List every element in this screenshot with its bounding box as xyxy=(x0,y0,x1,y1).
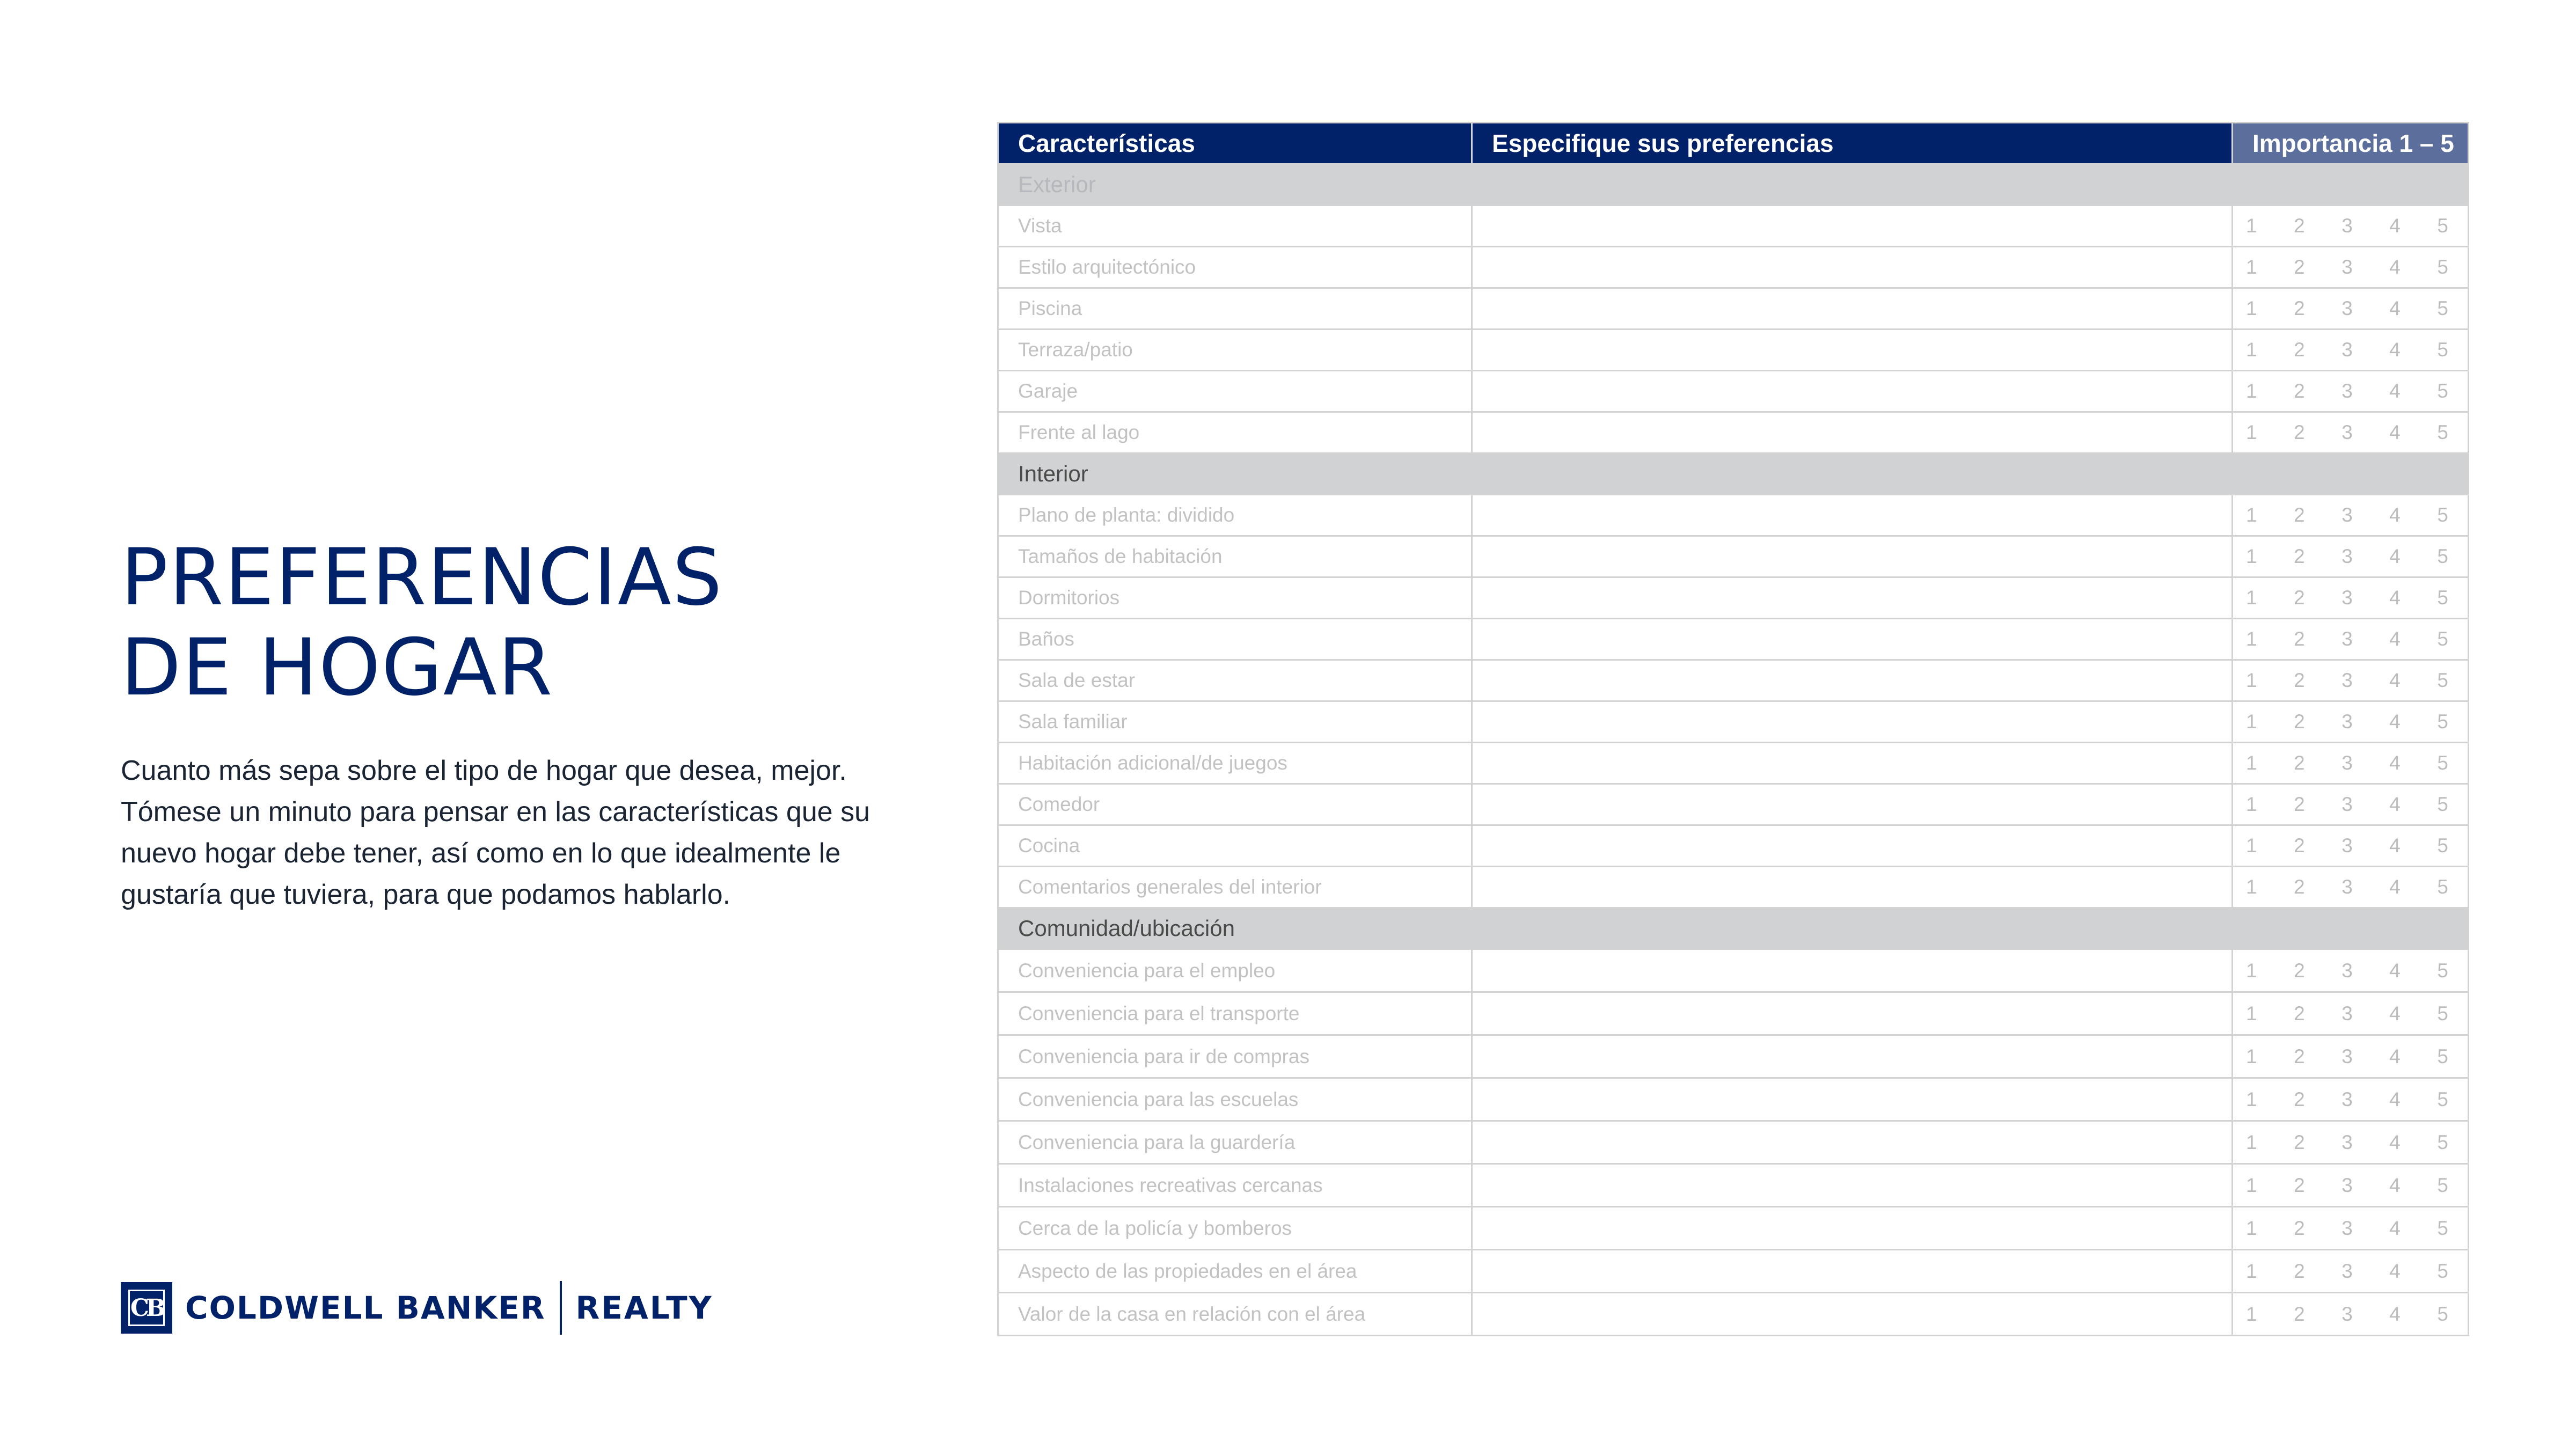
importance-cell xyxy=(2233,1035,2469,1078)
importance-option[interactable]: 1 xyxy=(2246,421,2257,443)
importance-option[interactable]: 4 xyxy=(2389,1045,2401,1067)
feature-label: Conveniencia para la guardería xyxy=(998,1121,1472,1164)
importance-option[interactable]: 4 xyxy=(2389,1260,2401,1282)
table-row xyxy=(998,1250,2469,1293)
header-importancia: Importancia 1 – 5 xyxy=(2233,123,2469,164)
importance-option[interactable]: 5 xyxy=(2437,1002,2448,1024)
preference-input[interactable] xyxy=(1472,949,2233,992)
table-row xyxy=(998,1207,2469,1250)
table-row xyxy=(998,1164,2469,1207)
importance-cell xyxy=(2233,536,2469,577)
importance-option[interactable]: 3 xyxy=(2341,669,2353,691)
importance-option[interactable]: 3 xyxy=(2341,835,2353,857)
importance-option[interactable]: 5 xyxy=(2437,339,2448,361)
importance-option[interactable]: 1 xyxy=(2246,339,2257,361)
preference-input[interactable] xyxy=(1472,1164,2233,1207)
importance-option[interactable]: 2 xyxy=(2294,1002,2305,1024)
importance-option[interactable]: 4 xyxy=(2389,752,2401,774)
importance-option[interactable]: 3 xyxy=(2341,628,2353,650)
importance-option[interactable]: 1 xyxy=(2246,1302,2257,1325)
importance-option[interactable]: 5 xyxy=(2437,1045,2448,1067)
feature-label: Conveniencia para las escuelas xyxy=(998,1078,1472,1121)
importance-option[interactable]: 5 xyxy=(2437,1174,2448,1196)
table-row xyxy=(998,743,2469,784)
feature-label: Conveniencia para el empleo xyxy=(998,949,1472,992)
header-caracteristicas: Características xyxy=(998,123,1472,164)
importance-option[interactable]: 2 xyxy=(2294,256,2305,278)
feature-label: Vista xyxy=(998,206,1472,247)
feature-label: Tamaños de habitación xyxy=(998,536,1472,577)
importance-cell xyxy=(2233,825,2469,867)
importance-option[interactable]: 2 xyxy=(2294,215,2305,237)
importance-option[interactable]: 1 xyxy=(2246,1002,2257,1024)
importance-option[interactable]: 3 xyxy=(2341,1131,2353,1153)
importance-scale xyxy=(2233,876,2468,898)
feature-label: Frente al lago xyxy=(998,412,1472,453)
importance-option[interactable]: 4 xyxy=(2389,1174,2401,1196)
table-row xyxy=(998,495,2469,536)
preference-input[interactable] xyxy=(1472,288,2233,330)
importance-cell xyxy=(2233,949,2469,992)
table-row xyxy=(998,1035,2469,1078)
importance-scale xyxy=(2233,960,2468,982)
importance-cell xyxy=(2233,619,2469,660)
importance-option[interactable]: 5 xyxy=(2437,1217,2448,1239)
table-row xyxy=(998,619,2469,660)
importance-option[interactable]: 3 xyxy=(2341,256,2353,278)
importance-scale xyxy=(2233,339,2468,361)
importance-option[interactable]: 5 xyxy=(2437,215,2448,237)
table-row xyxy=(998,206,2469,247)
section-title: Interior xyxy=(998,453,2469,495)
importance-cell xyxy=(2233,1078,2469,1121)
importance-option[interactable]: 3 xyxy=(2341,793,2353,815)
importance-option[interactable]: 3 xyxy=(2341,876,2353,898)
importance-option[interactable]: 2 xyxy=(2294,1088,2305,1110)
importance-option[interactable]: 3 xyxy=(2341,1260,2353,1282)
importance-option[interactable]: 5 xyxy=(2437,752,2448,774)
feature-label: Terraza/patio xyxy=(998,330,1472,371)
importance-option[interactable]: 5 xyxy=(2437,1302,2448,1325)
importance-scale xyxy=(2233,711,2468,733)
preference-input[interactable] xyxy=(1472,247,2233,288)
importance-option[interactable]: 4 xyxy=(2389,669,2401,691)
feature-label: Estilo arquitectónico xyxy=(998,247,1472,288)
importance-cell xyxy=(2233,1121,2469,1164)
preference-input[interactable] xyxy=(1472,1293,2233,1336)
importance-option[interactable]: 1 xyxy=(2246,711,2257,733)
importance-option[interactable]: 3 xyxy=(2341,1088,2353,1110)
table-row xyxy=(998,992,2469,1035)
importance-option[interactable]: 3 xyxy=(2341,587,2353,609)
importance-option[interactable]: 3 xyxy=(2341,297,2353,319)
importance-option[interactable]: 1 xyxy=(2246,256,2257,278)
importance-option[interactable]: 1 xyxy=(2246,752,2257,774)
importance-scale xyxy=(2233,380,2468,402)
feature-label: Conveniencia para el transporte xyxy=(998,992,1472,1035)
feature-label: Piscina xyxy=(998,288,1472,330)
importance-option[interactable]: 3 xyxy=(2341,752,2353,774)
importance-option[interactable]: 3 xyxy=(2341,504,2353,526)
importance-cell xyxy=(2233,412,2469,453)
feature-label: Garaje xyxy=(998,371,1472,412)
feature-label: Plano de planta: dividido xyxy=(998,495,1472,536)
importance-option[interactable]: 2 xyxy=(2294,339,2305,361)
importance-option[interactable]: 3 xyxy=(2341,1045,2353,1067)
preference-input[interactable] xyxy=(1472,660,2233,701)
importance-option[interactable]: 2 xyxy=(2294,1217,2305,1239)
importance-option[interactable]: 2 xyxy=(2294,876,2305,898)
preferences-table xyxy=(997,122,2469,1336)
importance-cell xyxy=(2233,1250,2469,1293)
brand-name: COLDWELL BANKER xyxy=(185,1290,546,1326)
importance-option[interactable]: 5 xyxy=(2437,1088,2448,1110)
importance-option[interactable]: 4 xyxy=(2389,587,2401,609)
importance-scale xyxy=(2233,545,2468,568)
importance-option[interactable]: 2 xyxy=(2294,1302,2305,1325)
importance-option[interactable]: 5 xyxy=(2437,1260,2448,1282)
importance-option[interactable]: 1 xyxy=(2246,959,2257,982)
importance-option[interactable]: 4 xyxy=(2389,793,2401,815)
importance-scale xyxy=(2233,256,2468,279)
importance-cell xyxy=(2233,330,2469,371)
importance-option[interactable]: 3 xyxy=(2341,1217,2353,1239)
importance-option[interactable]: 1 xyxy=(2246,628,2257,650)
importance-scale xyxy=(2233,1303,2468,1326)
importance-option[interactable]: 5 xyxy=(2437,876,2448,898)
preference-input[interactable] xyxy=(1472,743,2233,784)
importance-option[interactable]: 2 xyxy=(2294,587,2305,609)
importance-option[interactable]: 1 xyxy=(2246,1217,2257,1239)
importance-option[interactable]: 5 xyxy=(2437,959,2448,982)
importance-scale xyxy=(2233,628,2468,650)
importance-option[interactable]: 3 xyxy=(2341,339,2353,361)
importance-option[interactable]: 2 xyxy=(2294,1045,2305,1067)
importance-cell xyxy=(2233,577,2469,619)
importance-option[interactable]: 2 xyxy=(2294,669,2305,691)
preference-input[interactable] xyxy=(1472,1078,2233,1121)
brand-logo xyxy=(121,1280,713,1336)
importance-option[interactable]: 2 xyxy=(2294,793,2305,815)
importance-cell xyxy=(2233,660,2469,701)
preference-input[interactable] xyxy=(1472,992,2233,1035)
importance-scale xyxy=(2233,587,2468,609)
importance-scale xyxy=(2233,421,2468,444)
preference-input[interactable] xyxy=(1472,330,2233,371)
importance-option[interactable]: 5 xyxy=(2437,545,2448,567)
importance-cell xyxy=(2233,1207,2469,1250)
importance-option[interactable]: 3 xyxy=(2341,215,2353,237)
importance-option[interactable]: 2 xyxy=(2294,628,2305,650)
importance-option[interactable]: 3 xyxy=(2341,380,2353,402)
table-row xyxy=(998,412,2469,453)
table-row xyxy=(998,247,2469,288)
table-row xyxy=(998,536,2469,577)
importance-option[interactable]: 2 xyxy=(2294,545,2305,567)
section-title: Comunidad/ubicación xyxy=(998,908,2469,949)
table-row xyxy=(998,867,2469,908)
importance-option[interactable]: 5 xyxy=(2437,628,2448,650)
table-row xyxy=(998,660,2469,701)
importance-option[interactable]: 4 xyxy=(2389,504,2401,526)
importance-scale xyxy=(2233,297,2468,320)
importance-option[interactable]: 2 xyxy=(2294,959,2305,982)
brand-sub: REALTY xyxy=(575,1290,713,1326)
importance-cell xyxy=(2233,206,2469,247)
table-row xyxy=(998,288,2469,330)
section-title: Exterior xyxy=(998,164,2469,206)
preference-input[interactable] xyxy=(1472,536,2233,577)
importance-option[interactable]: 5 xyxy=(2437,587,2448,609)
importance-option[interactable]: 1 xyxy=(2246,793,2257,815)
importance-option[interactable]: 1 xyxy=(2246,835,2257,857)
feature-label: Cerca de la policía y bomberos xyxy=(998,1207,1472,1250)
importance-option[interactable]: 4 xyxy=(2389,545,2401,567)
importance-option[interactable]: 2 xyxy=(2294,297,2305,319)
importance-option[interactable]: 4 xyxy=(2389,835,2401,857)
importance-option[interactable]: 1 xyxy=(2246,876,2257,898)
importance-scale xyxy=(2233,1002,2468,1025)
importance-option[interactable]: 3 xyxy=(2341,711,2353,733)
importance-cell xyxy=(2233,288,2469,330)
importance-option[interactable]: 1 xyxy=(2246,1045,2257,1067)
page-title-line-1: PREFERENCIAS xyxy=(121,532,723,623)
feature-label: Valor de la casa en relación con el área xyxy=(998,1293,1472,1336)
importance-scale xyxy=(2233,215,2468,237)
intro-paragraph: Cuanto más sepa sobre el tipo de hogar que desea, mejor. Tómese un minuto para pensar en las características que su nuevo hogar debe tener, así como en lo que idealmente le gustaría que tuviera, para que podamos hablarlo. xyxy=(121,755,870,910)
table-header-row xyxy=(998,123,2469,164)
header-preferencias: Especifique sus preferencias xyxy=(1472,123,2233,164)
importance-option[interactable]: 5 xyxy=(2437,380,2448,402)
importance-option[interactable]: 1 xyxy=(2246,1260,2257,1282)
importance-option[interactable]: 2 xyxy=(2294,421,2305,443)
table-row xyxy=(998,701,2469,743)
preference-input[interactable] xyxy=(1472,412,2233,453)
importance-option[interactable]: 1 xyxy=(2246,297,2257,319)
table-row xyxy=(998,371,2469,412)
table-row xyxy=(998,1078,2469,1121)
table-row xyxy=(998,330,2469,371)
importance-option[interactable]: 4 xyxy=(2389,215,2401,237)
table-row xyxy=(998,825,2469,867)
preference-input[interactable] xyxy=(1472,1121,2233,1164)
importance-scale xyxy=(2233,504,2468,526)
feature-label: Sala familiar xyxy=(998,701,1472,743)
importance-scale xyxy=(2233,1045,2468,1068)
importance-option[interactable]: 5 xyxy=(2437,793,2448,815)
importance-option[interactable]: 2 xyxy=(2294,835,2305,857)
importance-option[interactable]: 5 xyxy=(2437,669,2448,691)
importance-option[interactable]: 5 xyxy=(2437,1131,2448,1153)
importance-cell xyxy=(2233,495,2469,536)
importance-option[interactable]: 4 xyxy=(2389,421,2401,443)
importance-option[interactable]: 4 xyxy=(2389,1131,2401,1153)
importance-option[interactable]: 2 xyxy=(2294,1174,2305,1196)
feature-label: Aspecto de las propiedades en el área xyxy=(998,1250,1472,1293)
importance-cell xyxy=(2233,992,2469,1035)
page-title xyxy=(121,532,723,713)
importance-cell xyxy=(2233,743,2469,784)
importance-option[interactable]: 4 xyxy=(2389,339,2401,361)
importance-option[interactable]: 1 xyxy=(2246,1174,2257,1196)
table-row xyxy=(998,1293,2469,1336)
importance-option[interactable]: 2 xyxy=(2294,1260,2305,1282)
importance-option[interactable]: 2 xyxy=(2294,380,2305,402)
preference-input[interactable] xyxy=(1472,577,2233,619)
feature-label: Dormitorios xyxy=(998,577,1472,619)
table-row xyxy=(998,577,2469,619)
preference-input[interactable] xyxy=(1472,784,2233,825)
preference-input[interactable] xyxy=(1472,619,2233,660)
importance-cell xyxy=(2233,371,2469,412)
importance-option[interactable]: 4 xyxy=(2389,1302,2401,1325)
importance-option[interactable]: 5 xyxy=(2437,835,2448,857)
importance-option[interactable]: 4 xyxy=(2389,256,2401,278)
importance-option[interactable]: 3 xyxy=(2341,421,2353,443)
preference-input[interactable] xyxy=(1472,867,2233,908)
importance-option[interactable]: 5 xyxy=(2437,256,2448,278)
feature-label: Sala de estar xyxy=(998,660,1472,701)
importance-cell xyxy=(2233,867,2469,908)
importance-option[interactable]: 3 xyxy=(2341,1002,2353,1024)
importance-option[interactable]: 1 xyxy=(2246,1131,2257,1153)
preference-input[interactable] xyxy=(1472,701,2233,743)
importance-option[interactable]: 1 xyxy=(2246,380,2257,402)
importance-option[interactable]: 2 xyxy=(2294,504,2305,526)
importance-cell xyxy=(2233,784,2469,825)
feature-label: Baños xyxy=(998,619,1472,660)
preference-input[interactable] xyxy=(1472,1035,2233,1078)
importance-cell xyxy=(2233,1293,2469,1336)
preference-input[interactable] xyxy=(1472,825,2233,867)
preference-input[interactable] xyxy=(1472,495,2233,536)
importance-scale xyxy=(2233,1217,2468,1240)
feature-label: Instalaciones recreativas cercanas xyxy=(998,1164,1472,1207)
importance-option[interactable]: 1 xyxy=(2246,504,2257,526)
preference-input[interactable] xyxy=(1472,371,2233,412)
importance-scale xyxy=(2233,752,2468,774)
importance-option[interactable]: 4 xyxy=(2389,876,2401,898)
preference-input[interactable] xyxy=(1472,1250,2233,1293)
feature-label: Cocina xyxy=(998,825,1472,867)
cb-monogram-icon xyxy=(121,1282,172,1334)
importance-option[interactable]: 4 xyxy=(2389,628,2401,650)
brand-divider xyxy=(560,1281,562,1335)
importance-option[interactable]: 4 xyxy=(2389,959,2401,982)
importance-cell xyxy=(2233,1164,2469,1207)
table-row xyxy=(998,949,2469,992)
importance-option[interactable]: 5 xyxy=(2437,297,2448,319)
importance-option[interactable]: 1 xyxy=(2246,215,2257,237)
importance-option[interactable]: 1 xyxy=(2246,1088,2257,1110)
importance-cell xyxy=(2233,701,2469,743)
preference-input[interactable] xyxy=(1472,206,2233,247)
importance-option[interactable]: 4 xyxy=(2389,1088,2401,1110)
preference-input[interactable] xyxy=(1472,1207,2233,1250)
importance-option[interactable]: 4 xyxy=(2389,297,2401,319)
importance-option[interactable]: 3 xyxy=(2341,545,2353,567)
importance-scale xyxy=(2233,669,2468,692)
importance-option[interactable]: 1 xyxy=(2246,545,2257,567)
importance-scale xyxy=(2233,793,2468,816)
table-row xyxy=(998,1121,2469,1164)
importance-scale xyxy=(2233,1088,2468,1111)
importance-scale xyxy=(2233,1260,2468,1283)
section-row xyxy=(998,908,2469,949)
importance-option[interactable]: 5 xyxy=(2437,711,2448,733)
importance-scale xyxy=(2233,835,2468,857)
feature-label: Comentarios generales del interior xyxy=(998,867,1472,908)
section-row xyxy=(998,453,2469,495)
importance-scale xyxy=(2233,1174,2468,1197)
feature-label: Comedor xyxy=(998,784,1472,825)
importance-option[interactable]: 2 xyxy=(2294,752,2305,774)
importance-option[interactable]: 3 xyxy=(2341,1174,2353,1196)
cb-monogram-text: CB xyxy=(130,1294,163,1322)
importance-option[interactable]: 4 xyxy=(2389,380,2401,402)
importance-cell xyxy=(2233,247,2469,288)
table-body xyxy=(998,164,2469,1336)
importance-option[interactable]: 1 xyxy=(2246,587,2257,609)
importance-option[interactable]: 1 xyxy=(2246,669,2257,691)
importance-option[interactable]: 2 xyxy=(2294,711,2305,733)
importance-option[interactable]: 4 xyxy=(2389,711,2401,733)
importance-option[interactable]: 4 xyxy=(2389,1217,2401,1239)
feature-label: Conveniencia para ir de compras xyxy=(998,1035,1472,1078)
importance-scale xyxy=(2233,1131,2468,1154)
feature-label: Habitación adicional/de juegos xyxy=(998,743,1472,784)
importance-option[interactable]: 3 xyxy=(2341,1302,2353,1325)
importance-option[interactable]: 3 xyxy=(2341,959,2353,982)
importance-option[interactable]: 5 xyxy=(2437,504,2448,526)
importance-option[interactable]: 4 xyxy=(2389,1002,2401,1024)
table-row xyxy=(998,784,2469,825)
page-title-line-2: DE HOGAR xyxy=(121,622,554,713)
importance-option[interactable]: 2 xyxy=(2294,1131,2305,1153)
section-row xyxy=(998,164,2469,206)
importance-option[interactable]: 5 xyxy=(2437,421,2448,443)
